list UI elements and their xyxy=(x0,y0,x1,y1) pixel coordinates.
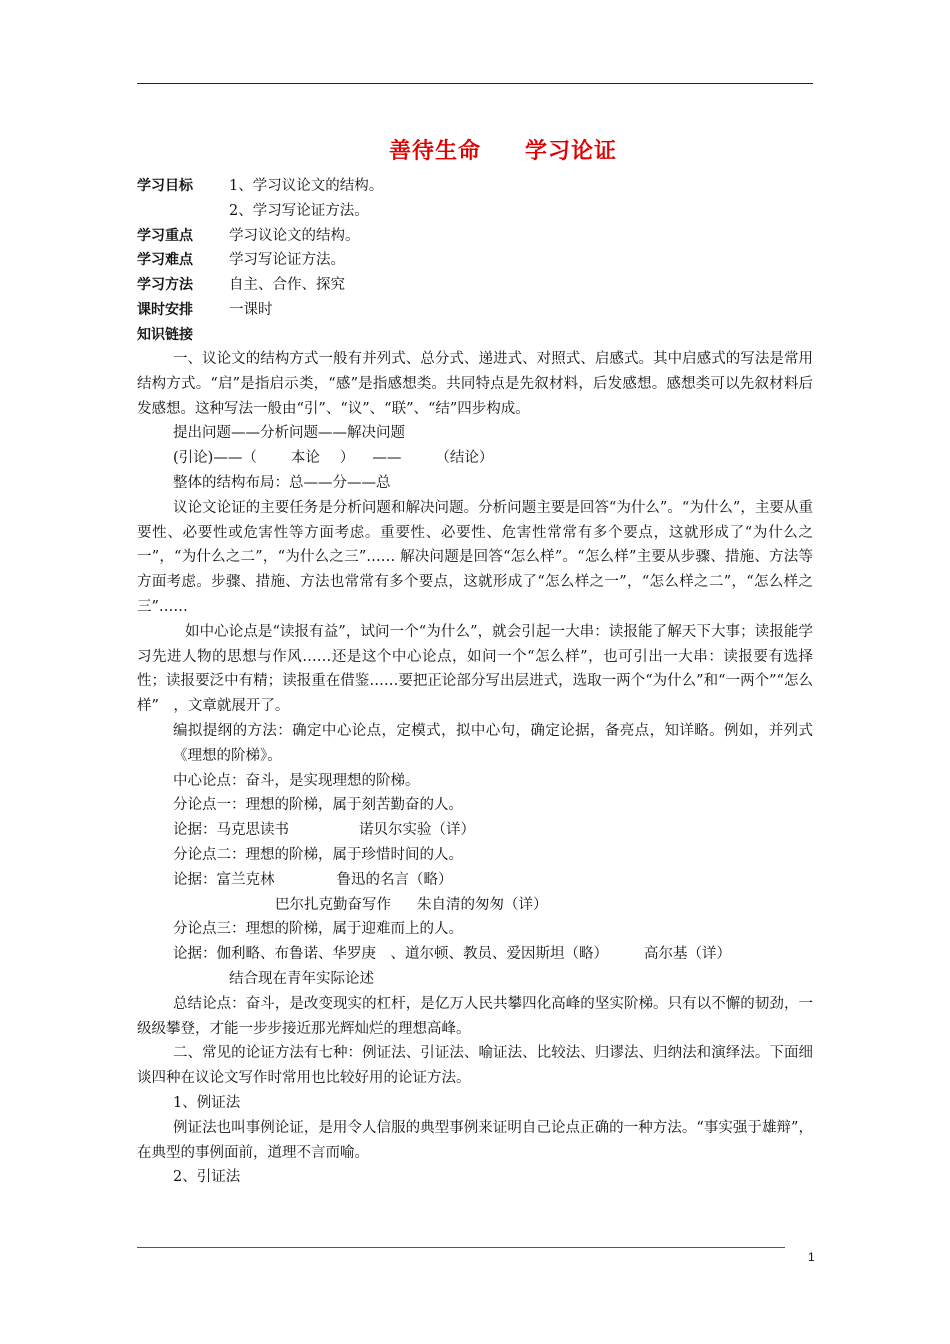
meta-value: 学习写论证方法。 xyxy=(229,252,345,269)
paragraph: 1、例证法 xyxy=(173,1094,241,1111)
paragraph: 提出问题——分析问题——解决问题 xyxy=(173,425,405,442)
page-number: 1 xyxy=(808,1250,815,1264)
document-body xyxy=(137,347,813,1190)
text-fragment: 巴尔扎克勤奋写作 xyxy=(275,896,391,913)
lesson-meta xyxy=(137,174,813,348)
text-fragment: 朱自清的匆匆（详） xyxy=(417,896,548,913)
text-fragment: 论据：富兰克林 xyxy=(173,871,275,888)
meta-row xyxy=(137,174,813,199)
meta-label: 学习目标 xyxy=(137,178,193,194)
paragraph: 整体的结构布局：总——分——总 xyxy=(173,474,391,491)
paragraph: 结合现在青年实际论述 xyxy=(229,970,374,987)
title-part-1: 善待生命 xyxy=(388,139,481,164)
footer-rule xyxy=(137,1247,785,1248)
paragraph: 编拟提纲的方法：确定中心论点，定模式，拟中心句，确定论据，备亮点，知详略。例如，并列式《理想的阶梯》。 xyxy=(173,722,813,764)
paragraph: 中心论点：奋斗，是实现理想的阶梯。 xyxy=(173,772,420,789)
paragraph xyxy=(137,868,813,893)
text-fragment: —— xyxy=(372,450,402,467)
text-fragment: （结论） xyxy=(435,450,494,467)
meta-label: 课时安排 xyxy=(137,301,193,318)
paragraph: 2、引证法 xyxy=(173,1169,241,1186)
paragraph xyxy=(137,818,813,843)
meta-row xyxy=(137,199,813,224)
paragraph: 二、常见的论证方法有七种：例证法、引证法、喻证法、比较法、归谬法、归纳法和演绎法。下面细谈四种在议论文写作时常用也比较好用的论证方法。 xyxy=(137,1045,813,1087)
paragraph xyxy=(137,942,813,967)
paragraph: 如中心论点是“读报有益”，试问一个“为什么”，就会引起一大串：读报能了解天下大事；读报能学习先进人物的思想与作风……还是这个中心论点，如问一个“怎么样”，也可引出一大串：读报要有选择性；读报要泛中有精；读报重在借鉴……要把正论部分写出层进式，选取一两个“为什么”和“一两个”“怎么样” ，文章就展开了。 xyxy=(137,623,813,715)
paragraph: 分论点二：理想的阶梯，属于珍惜时间的人。 xyxy=(173,846,463,863)
meta-row xyxy=(137,298,813,323)
meta-row xyxy=(137,224,813,249)
text-fragment: 论据：马克思读书 xyxy=(173,822,289,839)
text-fragment: 本论 xyxy=(290,450,320,467)
meta-row xyxy=(137,323,813,348)
text-fragment: 论据：伽利略、布鲁诺、华罗庚 、道尔顿、教员、爱因斯坦（略） xyxy=(173,946,608,963)
paragraph: 总结论点：奋斗，是改变现实的杠杆，是亿万人民共攀四化高峰的坚实阶梯。只有以不懈的韧劲，一级级攀登，才能一步步接近那光辉灿烂的理想高峰。 xyxy=(137,995,813,1037)
meta-label: 学习难点 xyxy=(137,252,193,269)
meta-label: 学习方法 xyxy=(137,277,193,294)
paragraph: 议论文论证的主要任务是分析问题和解决问题。分析问题主要是回答“为什么”。“为什么”，主要从重要性、必要性或危害性等方面考虑。重要性、必要性、危害性常常有多个要点，这就形成了“为什么之一”，“为什么之二”，“为什么之三”…… 解决问题是回答“怎么样”。“怎么样”主要从步骤、措施、方法等方面考虑。步骤、措施、方法也常常有多个要点，这就形成了“怎么样之一”，“怎么样之二”，“怎么样之三”…… xyxy=(137,499,813,615)
meta-value: 2、学习写论证方法。 xyxy=(229,202,369,219)
meta-value: 自主、合作、探究 xyxy=(229,277,345,294)
text-fragment: 高尔基（详） xyxy=(644,946,731,963)
paragraph: 分论点三：理想的阶梯，属于迎难而上的人。 xyxy=(173,921,463,938)
page-title xyxy=(137,134,813,165)
paragraph xyxy=(137,446,813,471)
paragraph: 例证法也叫事例论证，是用令人信服的典型事例来证明自己论点正确的一种方法。“事实强于雄辩”，在典型的事例面前，道理不言而喻。 xyxy=(137,1119,813,1161)
text-fragment: 诺贝尔实验（详） xyxy=(359,822,475,839)
text-fragment: 鲁迅的名言（略） xyxy=(336,871,453,888)
meta-value: 1、学习议论文的结构。 xyxy=(229,178,384,194)
meta-label: 知识链接 xyxy=(137,326,193,343)
meta-value: 学习议论文的结构。 xyxy=(229,227,360,244)
text-fragment: ） xyxy=(339,450,355,467)
title-part-2: 学习论证 xyxy=(525,139,618,164)
paragraph xyxy=(137,893,813,918)
text-fragment: (引论)——（ xyxy=(173,450,257,467)
paragraph: 一、议论文的结构方式一般有并列式、总分式、递进式、对照式、启感式。其中启感式的写法是常用结构方式。“启”是指启示类，“感”是指感想类。共同特点是先叙材料，后发感想。感想类可以先叙材料后发感想。这种写法一般由“引”、“议”、“联”、“结”四步构成。 xyxy=(137,351,813,417)
meta-row xyxy=(137,248,813,273)
meta-value: 一课时 xyxy=(229,301,273,318)
meta-label: 学习重点 xyxy=(137,227,193,244)
paragraph: 分论点一：理想的阶梯，属于刻苦勤奋的人。 xyxy=(173,797,463,814)
header-rule xyxy=(137,83,813,84)
meta-row xyxy=(137,273,813,298)
